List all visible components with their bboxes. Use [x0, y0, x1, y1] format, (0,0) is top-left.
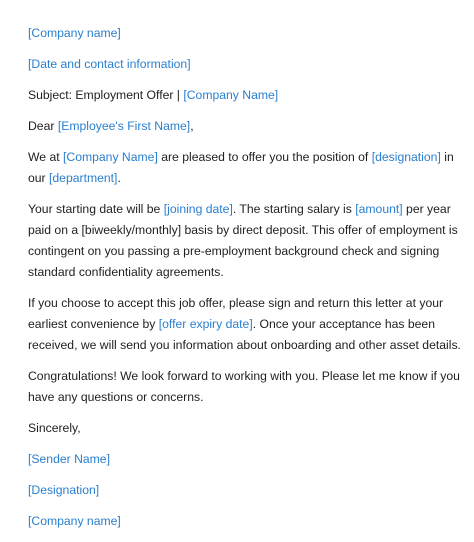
para3-text-2: . Once your acceptance has been received, we will send you information about onboarding and other asset details.	[28, 317, 461, 352]
closing: Sincerely,	[28, 421, 81, 435]
subject-line	[28, 85, 464, 106]
joining-date-placeholder: [joining date]	[163, 202, 233, 216]
offer-paragraph	[28, 147, 464, 189]
date-contact-placeholder: [Date and contact information]	[28, 57, 191, 71]
offer-expiry-placeholder: [offer expiry date]	[158, 317, 253, 331]
para2-text-1: Your starting date will be	[28, 202, 164, 216]
sender-designation-placeholder: [Designation]	[28, 483, 100, 497]
amount-placeholder: [amount]	[355, 202, 403, 216]
company-name-header	[28, 23, 464, 44]
company-name-footer	[28, 511, 464, 532]
salutation-prefix: Dear	[28, 119, 58, 133]
subject-prefix: Subject: Employment Offer |	[28, 88, 184, 102]
congratulations-paragraph: Congratulations! We look forward to working with you. Please let me know if you have any questions or concerns.	[28, 369, 460, 404]
date-contact-line	[28, 54, 464, 75]
subject-company-placeholder: [Company Name]	[183, 88, 279, 102]
para1-company-placeholder: [Company Name]	[63, 150, 158, 164]
sender-name-placeholder: [Sender Name]	[28, 452, 110, 466]
company-name-placeholder: [Company name]	[28, 26, 121, 40]
company-name-footer-placeholder: [Company name]	[28, 514, 121, 528]
employee-name-placeholder: [Employee's First Name]	[57, 119, 191, 133]
designation-placeholder: [designation]	[371, 150, 441, 164]
para2-text-3: per year paid on a [biweekly/monthly] basis by direct deposit. This offer of employment is contingent on you passing a pre-employment background check and signing standard confidentiality agreements.	[28, 202, 458, 279]
para3-text-1: If you choose to accept this job offer, please sign and return this letter at your earliest convenience by	[28, 296, 444, 331]
salutation	[28, 116, 464, 137]
terms-paragraph	[28, 199, 464, 283]
para1-text-1: We at	[28, 150, 63, 164]
salutation-suffix: ,	[190, 119, 194, 133]
sender-name-line	[28, 449, 464, 470]
para1-text-2: are pleased to offer you the position of	[157, 150, 372, 164]
para2-text-2: . The starting salary is	[232, 202, 356, 216]
department-placeholder: [department]	[49, 171, 118, 185]
sender-designation-line	[28, 480, 464, 501]
offer-letter	[28, 23, 464, 542]
para1-text-3: in our	[28, 150, 454, 185]
para1-text-4: .	[117, 171, 121, 185]
acceptance-paragraph	[28, 293, 464, 356]
